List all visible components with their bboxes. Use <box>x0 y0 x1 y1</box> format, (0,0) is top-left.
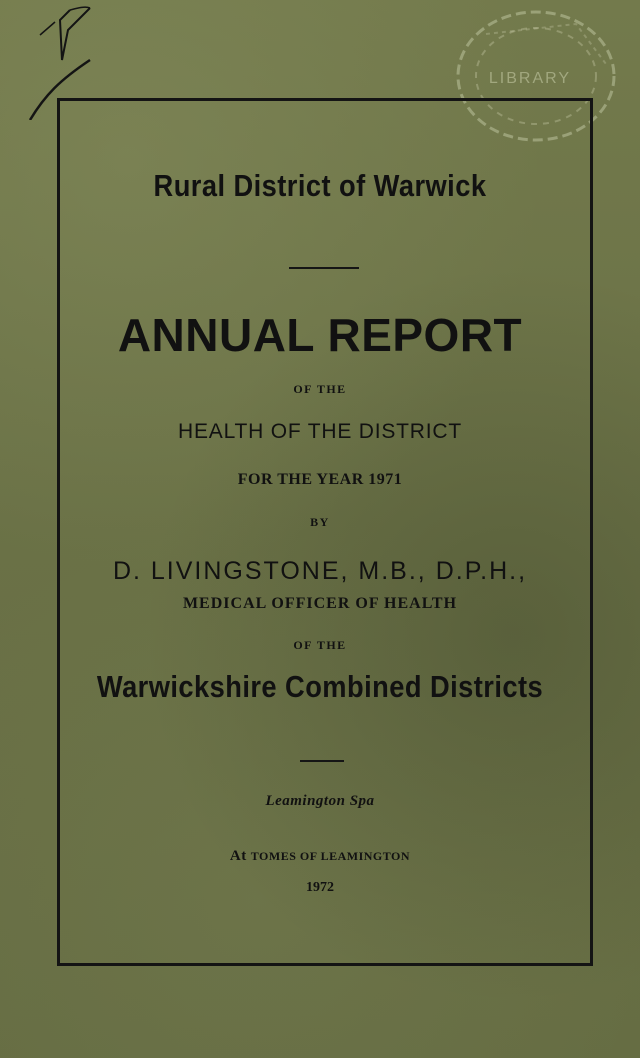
footer-divider <box>300 760 344 762</box>
connector-of-the-2: OF THE <box>293 638 347 652</box>
connector-of-the: OF THE <box>293 382 347 396</box>
author-position: MEDICAL OFFICER OF HEALTH <box>182 595 458 612</box>
title-divider <box>289 267 359 269</box>
library-stamp-label: LIBRARY <box>488 70 572 87</box>
publication-year: 1972 <box>306 880 334 895</box>
report-title: ANNUAL REPORT <box>117 309 523 361</box>
publication-place: Leamington Spa <box>265 793 375 809</box>
printer-name: TOMES OF LEAMINGTON <box>250 849 411 863</box>
connector-by: BY <box>310 515 330 529</box>
report-subject: HEALTH OF THE DISTRICT <box>177 420 462 443</box>
authority-name: Warwickshire Combined Districts <box>96 669 544 704</box>
cover-border <box>57 98 593 966</box>
report-year: FOR THE YEAR 1971 <box>237 471 403 488</box>
printer-mark: At <box>229 848 247 864</box>
council-name: Rural District of Warwick <box>153 168 487 203</box>
printer-line <box>0 848 640 865</box>
author-name: D. LIVINGSTONE, M.B., D.P.H., <box>112 557 528 585</box>
